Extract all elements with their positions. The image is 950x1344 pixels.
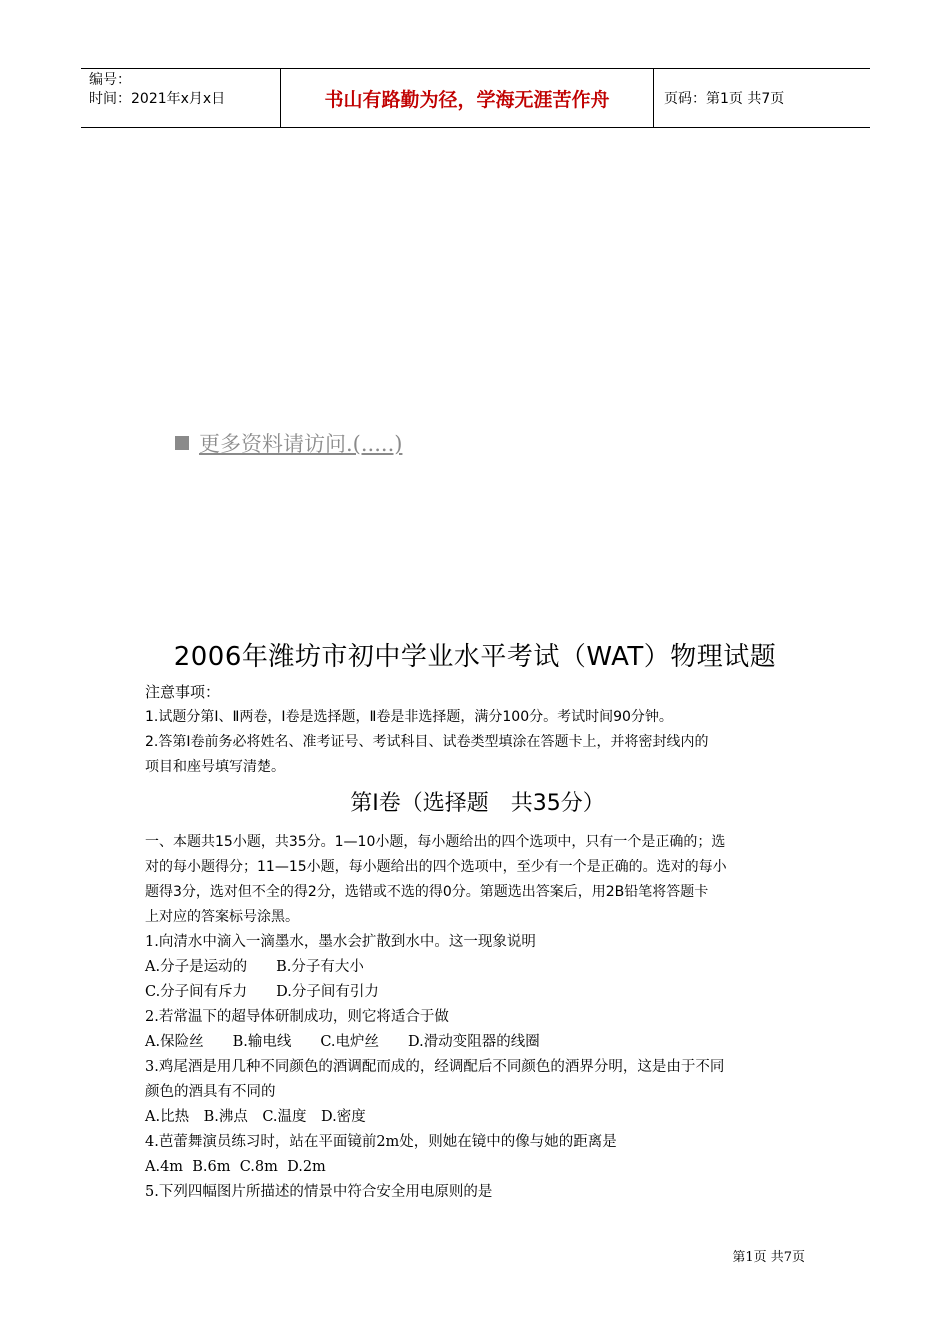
time-label: 时间：2021年x月x日: [89, 91, 226, 107]
instruction-line: 上对应的答案标号涂黑。: [145, 909, 299, 925]
header-meta: [81, 69, 281, 127]
question-line: C.分子间有斥力 D.分子间有引力: [145, 984, 379, 1000]
question-line: A.保险丝 B.输电线 C.电炉丝 D.滑动变阻器的线圈: [145, 1034, 540, 1050]
question-line: 1.向清水中滴入一滴墨水，墨水会扩散到水中。这一现象说明: [145, 934, 536, 950]
header-motto: 书山有路勤为径，学海无涯苦作舟: [281, 69, 654, 127]
page-footer: 第1页 共7页: [732, 1250, 805, 1265]
resource-link-row: [175, 428, 402, 458]
question-line: 4.芭蕾舞演员练习时，站在平面镜前2m处，则她在镜中的像与她的距离是: [145, 1134, 617, 1150]
question-line: 5.下列四幅图片所描述的情景中符合安全用电原则的是: [145, 1184, 493, 1200]
question-line: A.比热 B.沸点 C.温度 D.密度: [145, 1109, 366, 1125]
serial-label: 编号：: [89, 72, 131, 88]
notice-item: 项目和座号填写清楚。: [145, 759, 285, 775]
instruction-line: 一、本题共15小题，共35分。1—10小题，每小题给出的四个选项中，只有一个是正确的；选: [145, 834, 726, 850]
question-line: 2.若常温下的超导体研制成功，则它将适合于做: [145, 1009, 449, 1025]
resource-link[interactable]: 更多资料请访问.(.....): [199, 432, 403, 456]
question-line: A.4m B.6m C.8m D.2m: [145, 1159, 326, 1175]
instruction-line: 对的每小题得分；11—15小题，每小题给出的四个选项中，至少有一个是正确的。选对的每小: [145, 859, 727, 875]
instruction-line: 题得3分，选对但不全的得2分，选错或不选的得0分。第题选出答案后，用2B铅笔将答题卡: [145, 884, 709, 900]
header-page-info: 页码：第1页 共7页: [664, 91, 785, 107]
notice-item: 2.答第Ⅰ卷前务必将姓名、准考证号、考试科目、试卷类型填涂在答题卡上，并将密封线内的: [145, 734, 709, 750]
notice-heading: 注意事项：: [145, 683, 221, 701]
question-line: A.分子是运动的 B.分子有大小: [145, 959, 364, 975]
document-header: [81, 68, 870, 128]
notice-item: 1.试题分第Ⅰ、Ⅱ两卷，Ⅰ卷是选择题，Ⅱ卷是非选择题，满分100分。考试时间90分钟。: [145, 709, 673, 725]
section-title: 第Ⅰ卷（选择题 共35分）: [350, 791, 605, 816]
exam-content: [145, 680, 810, 1205]
square-bullet-icon: [175, 436, 189, 450]
exam-title: 2006年潍坊市初中学业水平考试（WAT）物理试题: [173, 642, 777, 672]
question-line: 3.鸡尾酒是用几种不同颜色的酒调配而成的，经调配后不同颜色的酒界分明，这是由于不同: [145, 1059, 725, 1075]
question-line: 颜色的酒具有不同的: [145, 1084, 276, 1100]
